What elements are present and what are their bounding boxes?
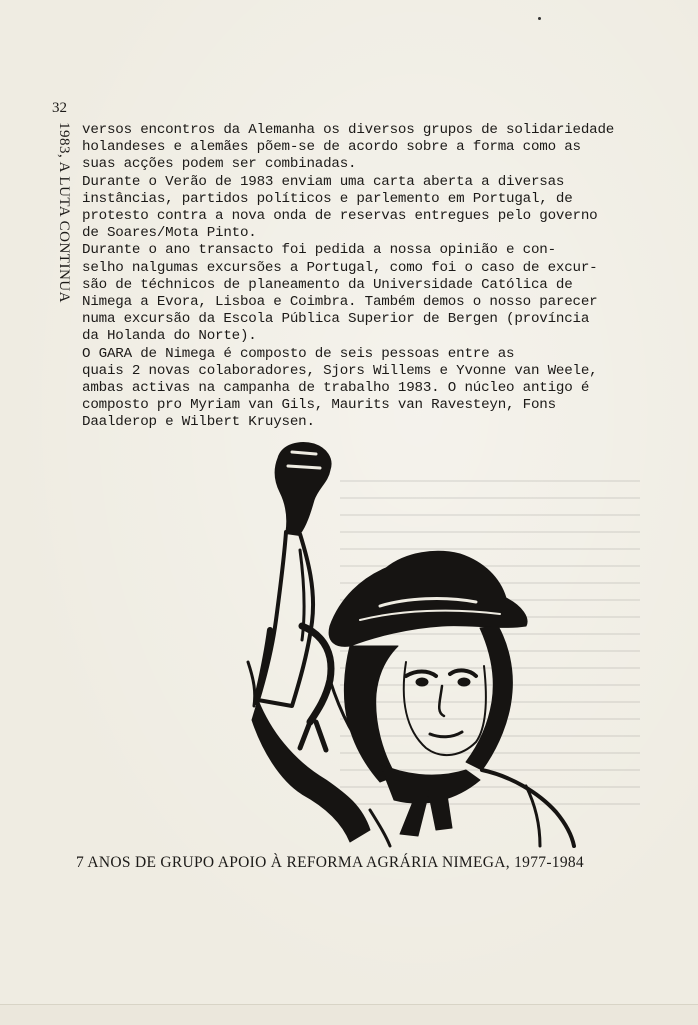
body-text <box>82 122 642 432</box>
paragraph-1: versos encontros da Alemanha os diversos grupos de solidariedade holandeses e alemães põem-se de acordo sobre a forma como as suas acções podem ser combinadas. <box>82 122 615 173</box>
paragraph-2: Durante o Verão de 1983 enviam uma carta aberta a diversas instâncias, partidos políticos e parlemento em Portugal, de protesto contra a nova onda de reservas entregues pelo governo de Soares/Mota Pinto. <box>82 173 598 242</box>
caption: 7 ANOS DE GRUPO APOIO À REFORMA AGRÁRIA NIMEGA, 1977-1984 <box>76 854 584 871</box>
raised-fist-figure-icon <box>230 430 610 850</box>
paragraph-3: Durante o ano transacto foi pedida a nossa opinião e con- selho nalgumas excursões a Portugal, como foi o caso de excur- são de téchnicos de planeamento da Universidade Católica de Nimega a Evora, Lisboa e Coimbra. Também demos o nosso parecer numa excursão da Escola Pública Superior de Bergen (província da Holanda do Norte). <box>82 242 598 345</box>
speck <box>538 17 541 20</box>
paragraph-4: O GARA de Nimega é composto de seis pessoas entre as quais 2 novas colaboradores, Sjors Willems e Yvonne van Weele, ambas activas na campanha de trabalho 1983. O núcleo antigo é composto pro Myriam van Gils, Maurits van Ravesteyn, Fons Daalderop e Wilbert Kruysen. <box>82 345 598 431</box>
page-edge <box>0 1004 698 1025</box>
running-header: 1983, A LUTA CONTINUA <box>56 122 72 303</box>
page-number: 32 <box>52 100 67 116</box>
